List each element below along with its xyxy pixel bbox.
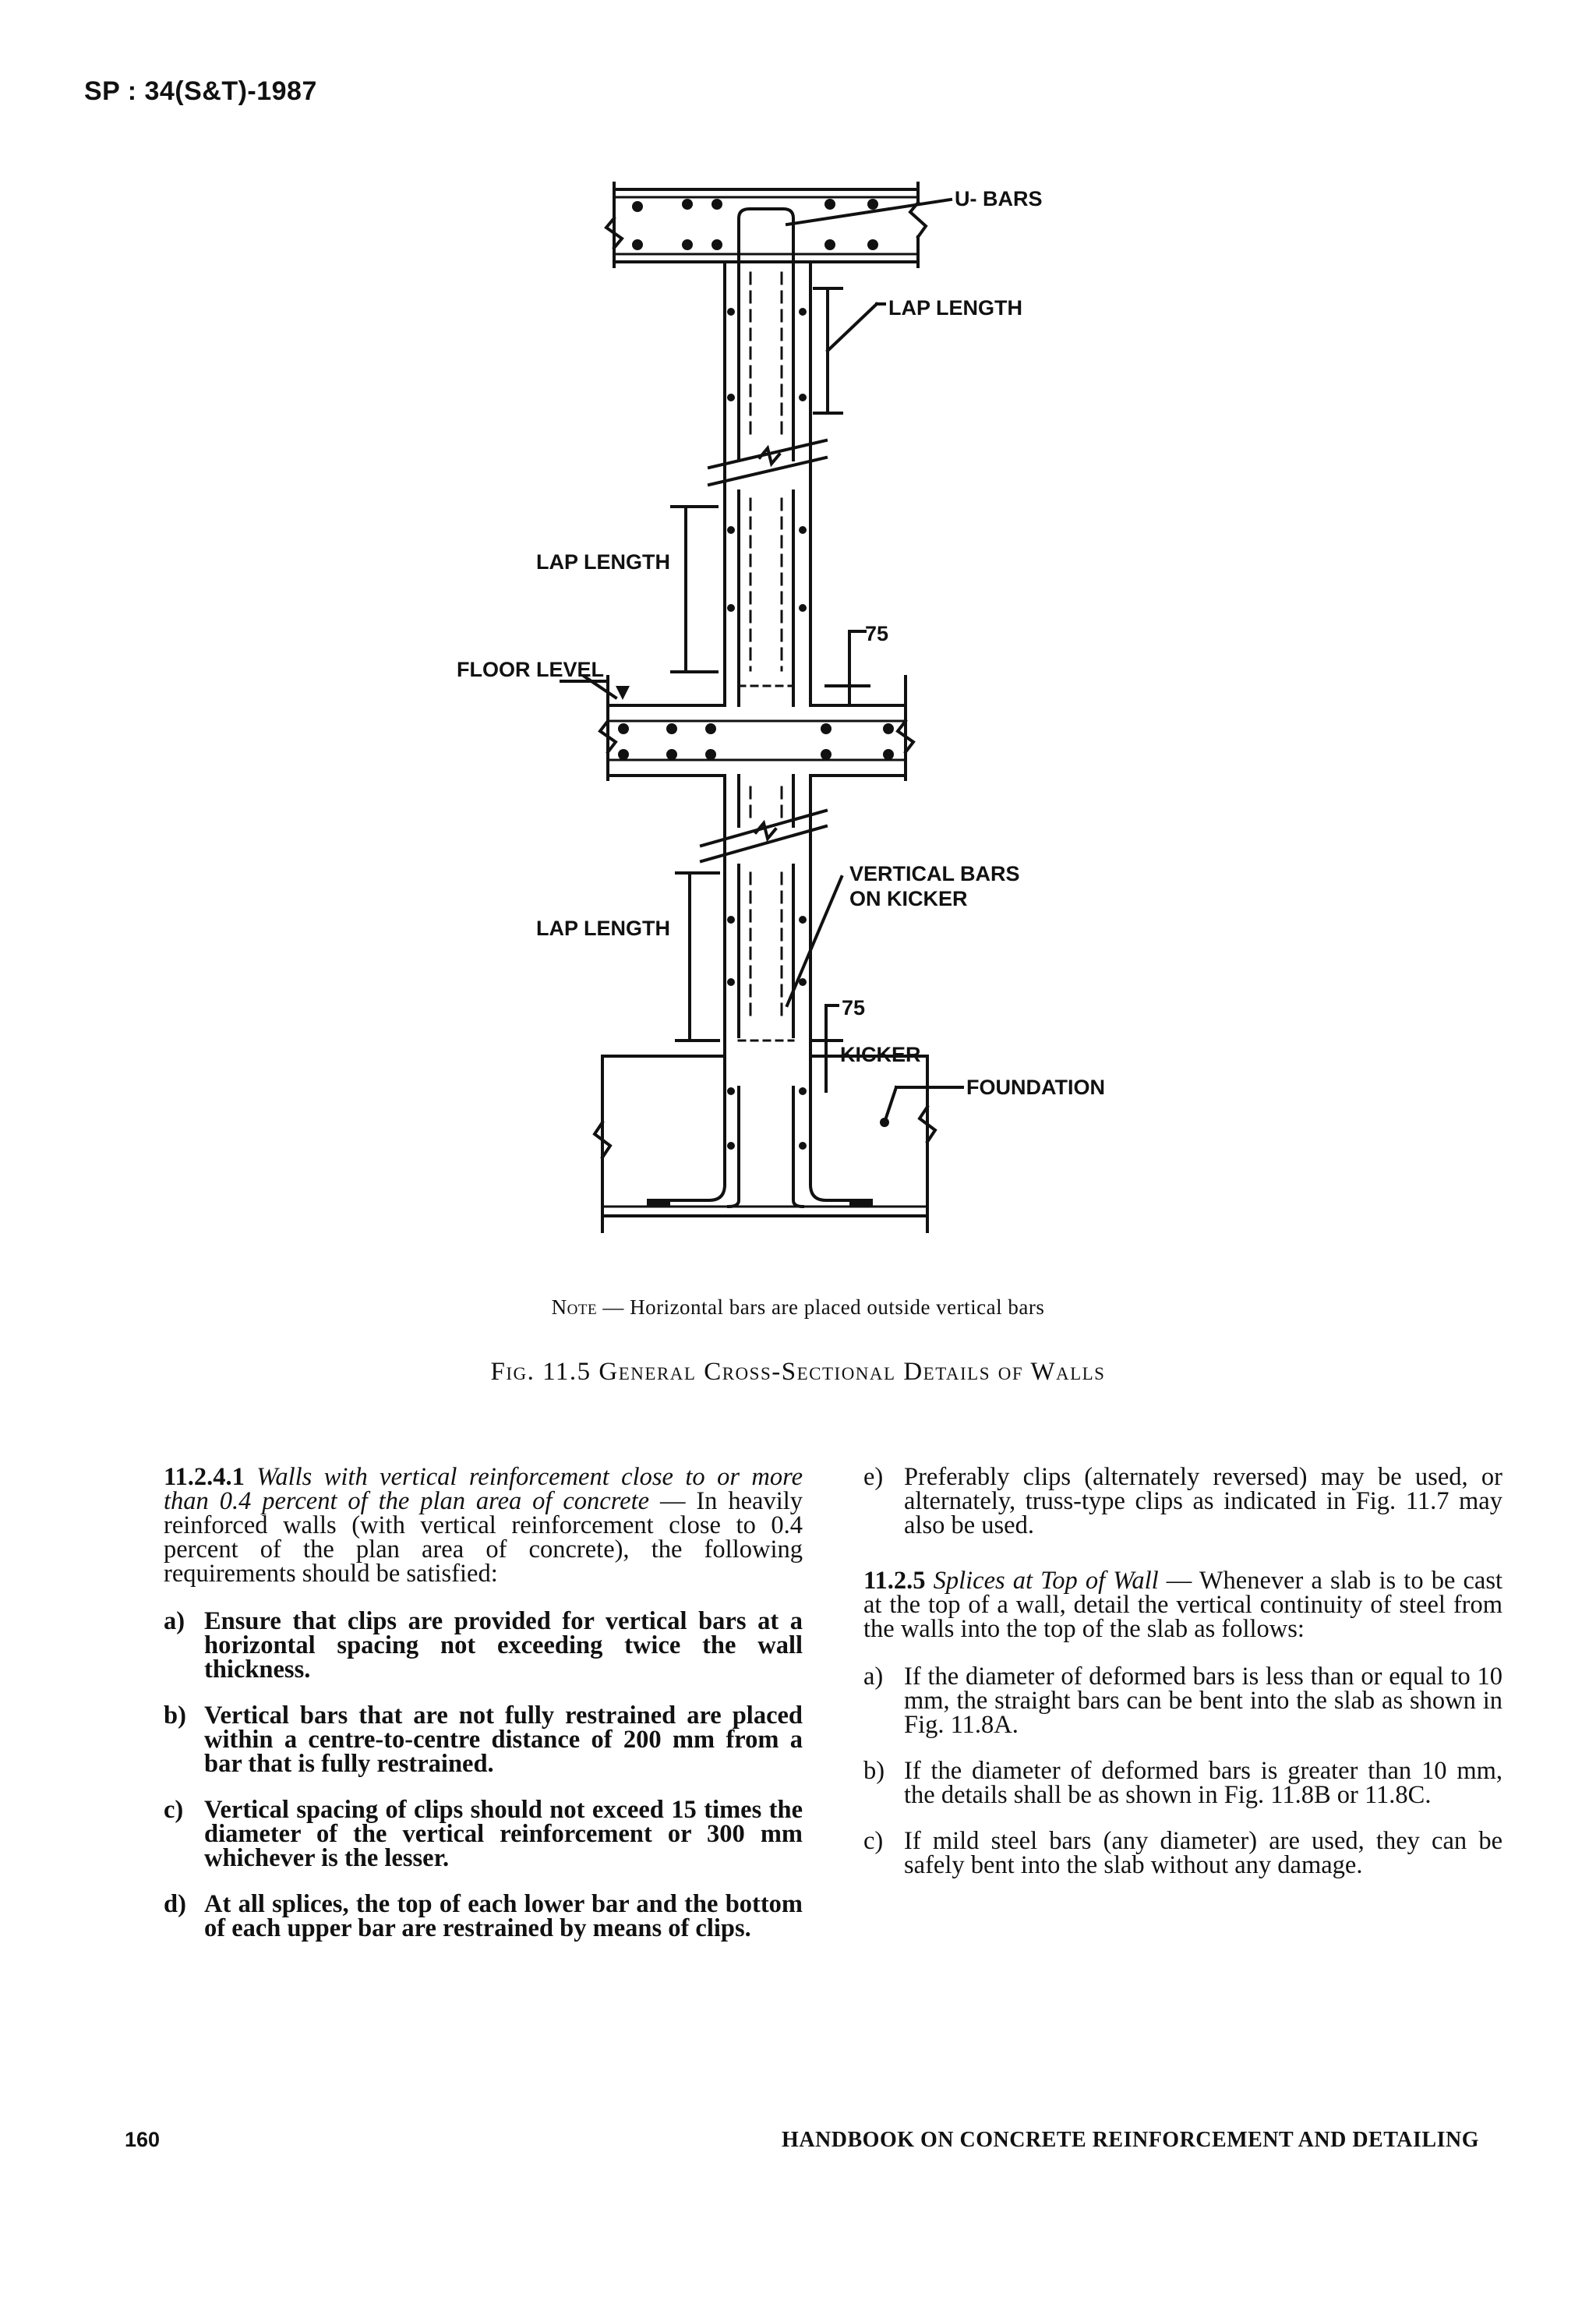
floor-slab-bars [618,723,894,760]
list-item [164,1798,803,1871]
list-item-label: b) [863,1757,885,1785]
book-title: HANDBOOK ON CONCRETE REINFORCEMENT AND DETAILING [782,2128,1479,2152]
list-item-text: If the diameter of deformed bars is greater than 10 mm, the details shall be as shown in Fig. 11.8B or 11.8C. [904,1757,1502,1809]
list-item-label: d) [164,1890,186,1918]
clause-body: — Whenever a slab is to be cast at the top of a wall, detail the vertical continuity of steel from the walls into the top of the slab as follows: [863,1567,1503,1643]
list-item-text: If mild steel bars (any diameter) are used, they can be safely bent into the slab without any damage. [904,1827,1502,1879]
foundation-bars [647,1087,889,1207]
label-lap-length-mid: LAP LENGTH [536,550,671,574]
list-item [863,1665,1502,1737]
dim-lap-length-top [814,288,885,413]
note-label: Note [551,1295,598,1319]
list-item [164,1892,803,1941]
right-column [863,1465,1502,1899]
list-item-label: c) [863,1827,884,1855]
list-item-label: e) [863,1463,884,1491]
figure-caption: Fig. 11.5 General Cross-Sectional Details of Walls [490,1358,1106,1386]
vertical-bars-leader [787,877,842,1005]
list-item-label: c) [164,1796,184,1824]
list-item-text: Ensure that clips are provided for vertical bars at a horizontal spacing not exceeding twice the wall thickness. [204,1607,803,1684]
clause-number: 11.2.5 [863,1567,926,1595]
clause-body: — In heavily reinforced walls (with vertical reinforcement close to 0.4 percent of the plan area of concrete), the following requirements should be satisfied: [164,1487,803,1588]
list-item [164,1607,803,1684]
list-item-text: Vertical spacing of clips should not exceed 15 times the diameter of the vertical reinforcement or 300 mm whichever is the lesser. [204,1796,803,1872]
list-item-text: At all splices, the top of each lower bar and the bottom of each upper bar are restrained by means of clips. [204,1890,803,1942]
list-item-label: b) [164,1701,186,1730]
dim-lap-length-bottom [676,873,719,1041]
label-lap-length-bottom: LAP LENGTH [536,917,671,940]
wall-upper [725,262,810,705]
label-kicker: KICKER [840,1043,921,1066]
label-lap-length-top: LAP LENGTH [888,296,1023,320]
clause-11-2-4-1 [164,1465,803,1586]
label-vertical-bars-2: ON KICKER [849,887,968,910]
page-number: 160 [125,2128,161,2151]
list-item [863,1829,1502,1878]
kicker-details [739,1005,842,1091]
break-line-lower [701,811,826,861]
top-slab [606,183,926,267]
page-header-code: SP : 34(S&T)-1987 [84,76,317,106]
list-item-text: Vertical bars that are not fully restrained are placed within a centre-to-centre distance of 200 mm from a bar that is fully restrained. [204,1701,803,1778]
list-item [863,1759,1502,1807]
note-text: — Horizontal bars are placed outside vertical bars [602,1295,1045,1319]
list-item-label: a) [164,1607,185,1635]
break-line-upper [709,440,826,485]
clause-title: Splices at Top of Wall [933,1567,1159,1595]
list-item-text: Preferably clips (alternately reversed) may be used, or alternately, truss-type clips as indicated in Fig. 11.7 may also be used. [904,1463,1502,1539]
list-item [164,1701,803,1778]
label-u-bars: U- BARS [955,187,1043,210]
label-vertical-bars-1: VERTICAL BARS [849,862,1020,885]
label-foundation: FOUNDATION [966,1076,1105,1099]
clause-11-2-5 [863,1569,1502,1641]
label-dim-75-top: 75 [865,622,889,645]
list-item-text: If the diameter of deformed bars is less than or equal to 10 mm, the straight bars can be bent into the slab as shown in Fig. 11.8A. [904,1663,1502,1739]
label-dim-75-bottom: 75 [842,996,866,1019]
figure-drawing [561,183,962,1231]
clause-number: 11.2.4.1 [164,1463,245,1491]
list-item-e [863,1465,1502,1538]
clause-title: Walls with vertical reinforcement close to or more than 0.4 percent of the plan area of concrete [164,1463,803,1515]
list-item-label: a) [863,1663,884,1691]
dim-lap-length-mid [672,507,717,672]
figure-note [0,1295,1596,1320]
left-column [164,1465,803,1963]
top-slab-bars [632,199,878,250]
label-floor-level: FLOOR LEVEL [457,658,604,681]
